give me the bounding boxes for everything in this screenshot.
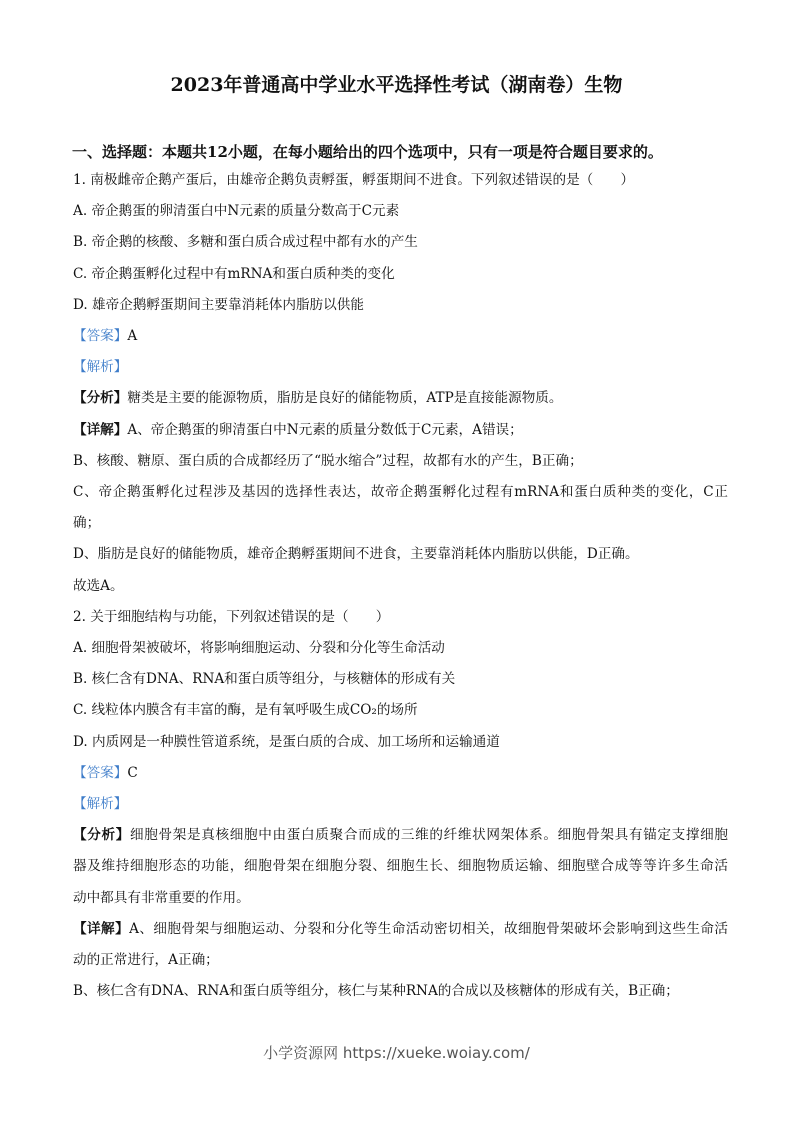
- line-text: 2. 关于细胞结构与功能，下列叙述错误的是（ ）: [73, 608, 390, 625]
- line-text: 糖类是主要的能源物质，脂肪是良好的储能物质，ATP是直接能源物质。: [127, 390, 563, 407]
- line-text: C. 帝企鹅蛋孵化过程中有mRNA和蛋白质种类的变化: [73, 265, 395, 282]
- text-line: [73, 295, 728, 315]
- text-line: [73, 513, 728, 533]
- text-line: [73, 576, 728, 596]
- text-line: [73, 856, 728, 876]
- section-header: 一、选择题：本题共12小题，在每小题给出的四个选项中，只有一项是符合题目要求的。: [72, 143, 663, 161]
- text-line: [73, 888, 728, 908]
- text-line: [73, 232, 728, 252]
- section-label: 【答案】: [73, 764, 128, 781]
- text-line: [73, 669, 728, 689]
- line-text: D. 雄帝企鹅孵蛋期间主要靠消耗体内脂肪以供能: [73, 296, 364, 313]
- line-text: 细胞骨架是真核细胞中由蛋白质聚合而成的三维的纤维状网架体系。细胞骨架具有锚定支撑细胞: [130, 827, 728, 844]
- section-label: 【解析】: [73, 359, 128, 376]
- text-line: [73, 451, 728, 471]
- line-text: B. 帝企鹅的核酸、多糖和蛋白质合成过程中都有水的产生: [73, 234, 418, 251]
- section-label: 【分析】: [73, 390, 128, 407]
- line-text: B、核酸、糖原、蛋白质的合成都经历了“脱水缩合”过程，故都有水的产生，B正确；: [73, 452, 583, 469]
- text-line: [73, 420, 728, 440]
- line-text: 1. 南极雌帝企鹅产蛋后，由雄帝企鹅负责孵蛋，孵蛋期间不进食。下列叙述错误的是（ ）: [73, 172, 635, 188]
- text-line: [73, 763, 728, 783]
- line-text: C. 线粒体内膜含有丰富的酶，是有氧呼吸生成CO₂的场所: [73, 702, 418, 719]
- line-text: D、脂肪是良好的储能物质，雄帝企鹅孵蛋期间不进食，主要靠消耗体内脂肪以供能，D正确。: [73, 546, 639, 563]
- text-line: [73, 950, 728, 970]
- line-text: A、帝企鹅蛋的卵清蛋白中N元素的质量分数低于C元素，A错误；: [127, 421, 523, 438]
- line-text: B. 核仁含有DNA、RNA和蛋白质等组分，与核糖体的形成有关: [73, 671, 456, 688]
- text-line: [73, 638, 728, 658]
- line-text: 器及维持细胞形态的功能，细胞骨架在细胞分裂、细胞生长、细胞物质运输、细胞壁合成等等许多生命活: [73, 858, 728, 875]
- line-text: 确；: [73, 515, 101, 532]
- line-text: A. 细胞骨架被破坏，将影响细胞运动、分裂和分化等生命活动: [73, 640, 445, 656]
- document-title: 2023年普通高中学业水平选择性考试（湖南卷）生物: [170, 74, 623, 96]
- text-line: [73, 201, 728, 221]
- text-line: [73, 607, 728, 627]
- line-text: A、细胞骨架与细胞运动、分裂和分化等生命活动密切相关，故细胞骨架破坏会影响到这些生命活: [129, 920, 728, 937]
- line-text: 动中都具有非常重要的作用。: [73, 889, 250, 906]
- line-text: A. 帝企鹅蛋的卵清蛋白中N元素的质量分数高于C元素: [73, 203, 400, 220]
- footer-watermark: 小学资源网 https://xueke.woiay.com/: [263, 1044, 530, 1062]
- text-line: [73, 700, 728, 720]
- line-text: C: [127, 764, 138, 781]
- text-line: [73, 732, 728, 752]
- text-line: [73, 264, 728, 284]
- text-line: [73, 326, 728, 346]
- text-line: [73, 825, 728, 845]
- text-line: [73, 170, 728, 190]
- text-line: [73, 919, 728, 939]
- section-label: 【解析】: [73, 796, 128, 812]
- text-line: [73, 981, 728, 1001]
- section-label: 【详解】: [73, 421, 128, 438]
- section-label: 【详解】: [73, 920, 130, 937]
- line-text: C、帝企鹅蛋孵化过程涉及基因的选择性表达，故帝企鹅蛋孵化过程有mRNA和蛋白质种类的变化，C正: [73, 484, 728, 500]
- line-text: B、核仁含有DNA、RNA和蛋白质等组分，核仁与某种RNA的合成以及核糖体的形成有关，B正确；: [73, 983, 679, 1000]
- line-text: A: [127, 328, 138, 344]
- line-text: D. 内质网是一种膜性管道系统，是蛋白质的合成、加工场所和运输通道: [73, 733, 500, 750]
- text-line: [73, 544, 728, 564]
- line-text: 动的正常进行，A正确；: [73, 952, 219, 968]
- line-text: 故选A。: [73, 577, 124, 594]
- text-line: [73, 482, 728, 502]
- text-line: [73, 388, 728, 408]
- section-label: 【分析】: [73, 827, 131, 844]
- text-line: [73, 357, 728, 377]
- section-label: 【答案】: [73, 328, 128, 344]
- text-line: [73, 794, 728, 814]
